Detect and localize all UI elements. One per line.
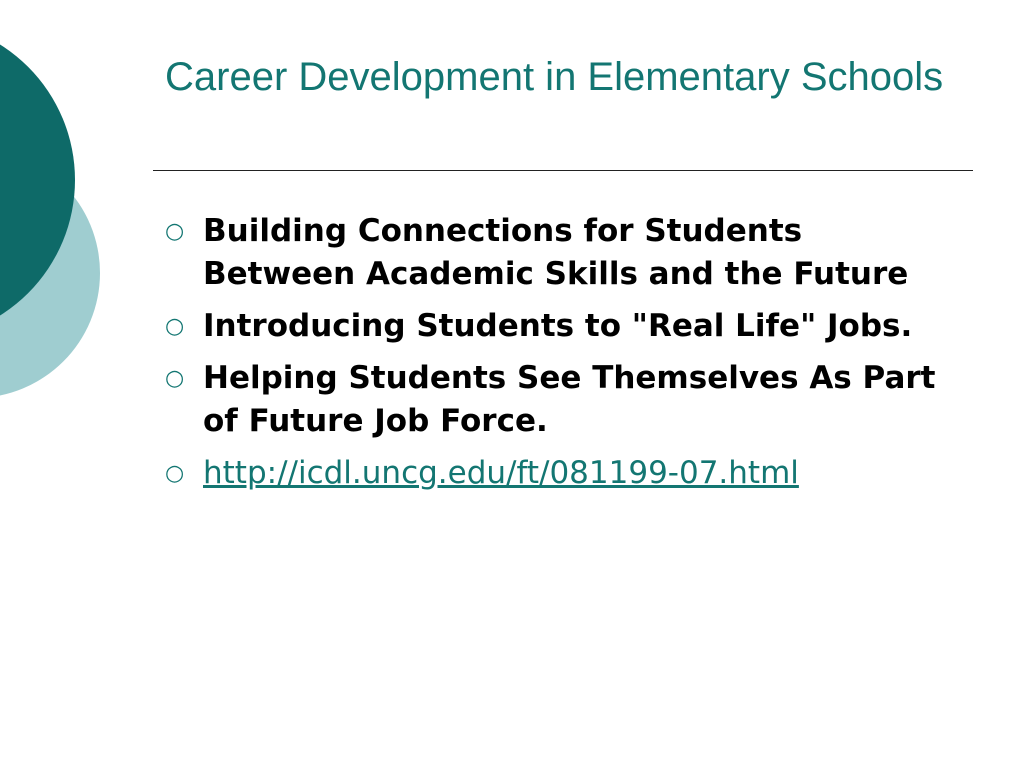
list-item	[165, 452, 965, 495]
bullet-circle-icon: ○	[165, 366, 185, 391]
list-item	[165, 210, 965, 296]
list-item	[165, 305, 965, 348]
bullet-circle-icon: ○	[165, 219, 185, 244]
bullet-circle-icon: ○	[165, 314, 185, 339]
bullet-list	[165, 210, 965, 504]
bullet-text: Introducing Students to "Real Life" Jobs.	[203, 308, 913, 344]
title-divider	[153, 170, 973, 171]
list-item	[165, 357, 965, 443]
slide-title: Career Development in Elementary Schools	[165, 55, 944, 99]
bullet-text: Helping Students See Themselves As Part of Future Job Force.	[203, 360, 936, 439]
bullet-circle-icon: ○	[165, 461, 185, 486]
resource-link[interactable]: http://icdl.uncg.edu/ft/081199-07.html	[203, 455, 799, 491]
bullet-text: Building Connections for Students Between Academic Skills and the Future	[203, 213, 909, 292]
